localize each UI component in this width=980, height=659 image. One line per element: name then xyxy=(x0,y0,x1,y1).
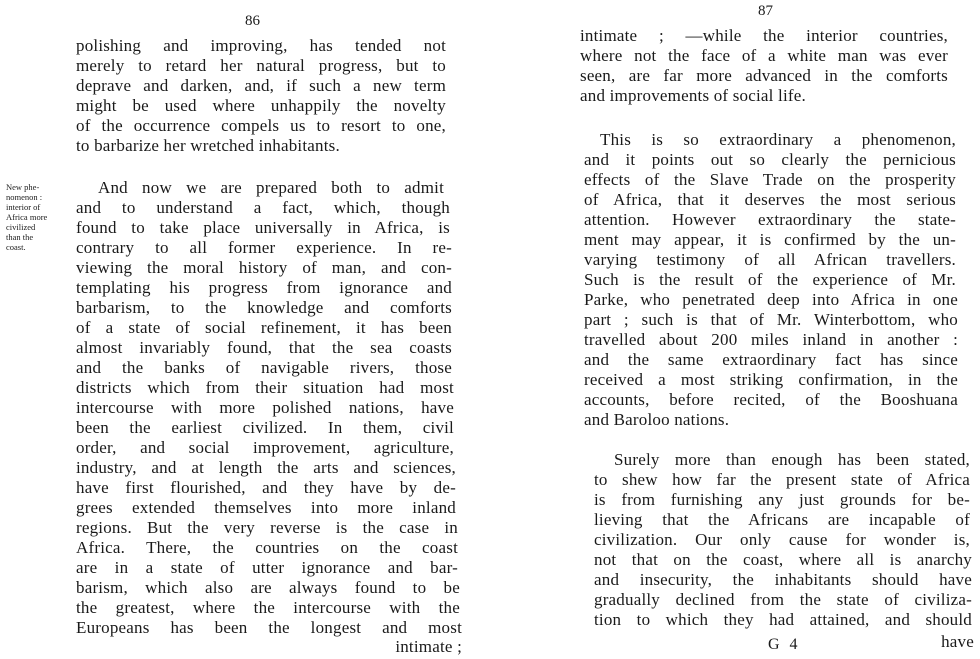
text-line: Parke, who penetrated deep into Africa in one xyxy=(584,290,958,309)
page-number: 86 xyxy=(245,13,260,29)
text-line: tion to which they had attained, and should xyxy=(594,610,972,629)
text-line: are in a state of utter ignorance and bar- xyxy=(76,558,458,577)
text-line: effects of the Slave Trade on the prosperity xyxy=(584,170,956,189)
catchword: intimate ; xyxy=(395,637,462,656)
signature-mark: G 4 xyxy=(768,636,801,653)
text-line: of a state of social refinement, it has been xyxy=(76,318,452,337)
text-line: Africa. There, the countries on the coast xyxy=(76,538,458,557)
text-line: This is so extraordinary a phenomenon, xyxy=(600,130,956,149)
text-line: Such is the result of the experience of Mr. xyxy=(584,270,956,289)
text-line: part ; such is that of Mr. Winterbottom, who xyxy=(584,310,958,329)
text-line: have first flourished, and they have by de- xyxy=(76,478,456,497)
text-line: to barbarize her wretched inhabitants. xyxy=(76,136,340,155)
text-line: where not the face of a white man was ever xyxy=(580,46,948,65)
text-line: seen, are far more advanced in the comforts xyxy=(580,66,948,85)
right-page xyxy=(490,0,980,659)
text-line: and Baroloo nations. xyxy=(584,410,730,429)
text-line: order, and social improvement, agriculture, xyxy=(76,438,454,457)
text-line: contrary to all former experience. In re- xyxy=(76,238,452,257)
text-line: templating his progress from ignorance and xyxy=(76,278,452,297)
text-line: viewing the moral history of man, and con- xyxy=(76,258,452,277)
text-line: grees extended themselves into more inland xyxy=(76,498,456,517)
text-line: districts which from their situation had most xyxy=(76,378,454,397)
text-line: ment may appear, it is confirmed by the un- xyxy=(584,230,956,249)
text-line: almost invariably found, that the sea coasts xyxy=(76,338,452,357)
text-line: not that on the coast, where all is anarchy xyxy=(594,550,972,569)
text-line: and improvements of social life. xyxy=(580,86,806,105)
text-line: received a most striking confirmation, in the xyxy=(584,370,958,389)
text-line: And now we are prepared both to admit xyxy=(98,178,444,197)
text-line: Europeans has been the longest and most xyxy=(76,618,462,637)
text-line: regions. But the very reverse is the case in xyxy=(76,518,458,537)
text-line: intercourse with more polished nations, have xyxy=(76,398,454,417)
text-line: is from furnishing any just grounds for be- xyxy=(594,490,970,509)
text-line: the greatest, where the intercourse with the xyxy=(76,598,460,617)
text-line: intimate ; —while the interior countries, xyxy=(580,26,948,45)
text-line: civilization. Our only cause for wonder is, xyxy=(594,530,970,549)
text-line: of the occurrence compels us to resort to one, xyxy=(76,116,446,135)
text-line: travelled about 200 miles inland in another : xyxy=(584,330,958,349)
text-line: gradually declined from the state of civiliza- xyxy=(594,590,972,609)
page-number: 87 xyxy=(758,3,773,19)
text-line: deprave and darken, and, if such a new term xyxy=(76,76,446,95)
text-line: been the earliest civilized. In them, civil xyxy=(76,418,454,437)
text-line: barism, which also are always found to be xyxy=(76,578,460,597)
text-line: to shew how far the present state of Africa xyxy=(594,470,970,489)
text-line: might be used where unhappily the novelty xyxy=(76,96,446,115)
text-line: of Africa, that it deserves the most serious xyxy=(584,190,956,209)
text-line: polishing and improving, has tended not xyxy=(76,36,446,55)
margin-note: New phe- nomenon : interior of Africa more civilized than the coast. xyxy=(6,182,48,252)
text-line: and it points out so clearly the pernicious xyxy=(584,150,956,169)
text-line: barbarism, to the knowledge and comforts xyxy=(76,298,452,317)
text-line: and insecurity, the inhabitants should have xyxy=(594,570,972,589)
text-line: varying testimony of all African travellers. xyxy=(584,250,956,269)
text-line: lieving that the Africans are incapable of xyxy=(594,510,970,529)
text-line: Surely more than enough has been stated, xyxy=(614,450,970,469)
text-line: found to take place universally in Africa, is xyxy=(76,218,450,237)
text-line: and the banks of navigable rivers, those xyxy=(76,358,452,377)
text-line: and the same extraordinary fact has since xyxy=(584,350,958,369)
text-line: accounts, before recited, of the Booshuana xyxy=(584,390,958,409)
catchword: have xyxy=(941,632,974,651)
text-line: attention. However extraordinary the state- xyxy=(584,210,956,229)
text-line: industry, and at length the arts and sciences, xyxy=(76,458,456,477)
text-line: and to understand a fact, which, though xyxy=(76,198,450,217)
text-line: merely to retard her natural progress, but to xyxy=(76,56,446,75)
